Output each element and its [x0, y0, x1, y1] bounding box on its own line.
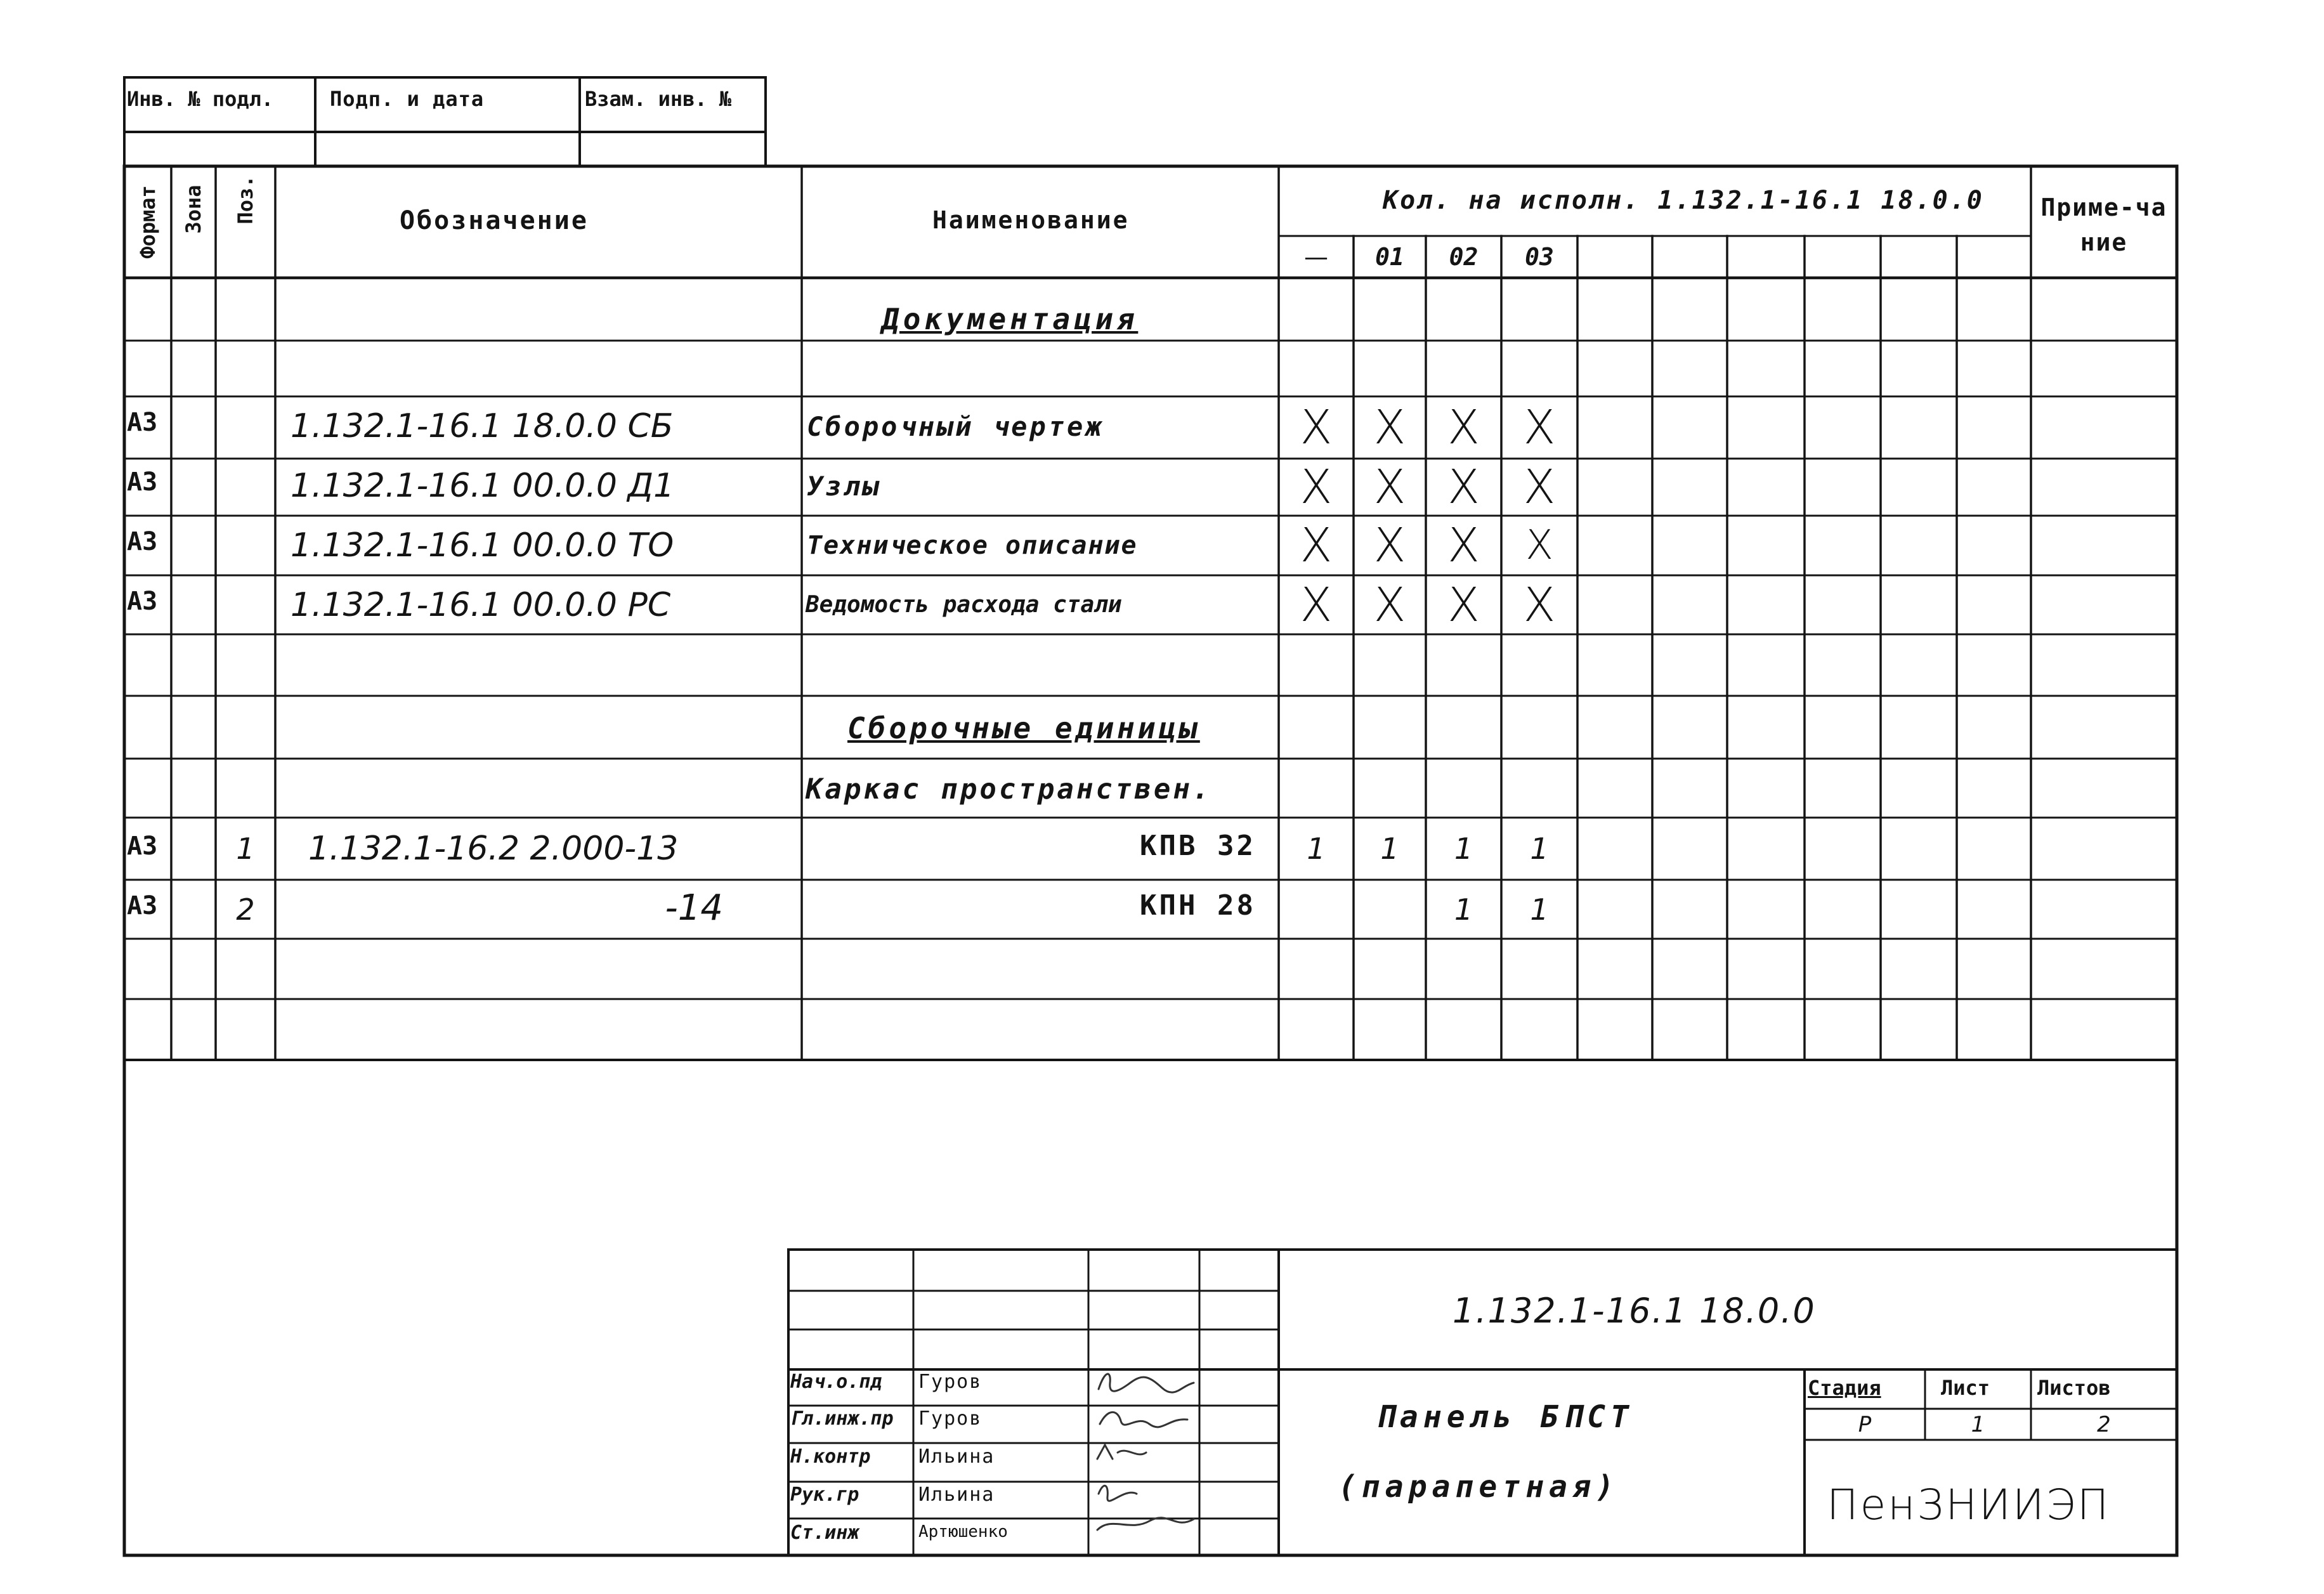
row-mark: X [1300, 400, 1333, 455]
staff-role: Нач.о.пд [790, 1371, 882, 1393]
row-mark: X [1373, 460, 1406, 514]
row-name: Ведомость расхода стали [806, 592, 1122, 618]
row-designation: 1.132.1-16.1 00.0.0 РС [290, 586, 671, 624]
row-mark: X [1373, 518, 1406, 573]
row-qty [1354, 880, 1426, 939]
row-qty: 1 [1454, 892, 1473, 927]
staff-role: Гл.инж.пр [790, 1408, 894, 1430]
row-position: 1 [236, 832, 255, 866]
row-mark: X [1523, 460, 1556, 514]
row-qty [1279, 880, 1354, 939]
row-mark: X [1373, 577, 1406, 632]
row-qty: 1 [1380, 832, 1399, 866]
row-format: А3 [127, 467, 158, 497]
header-note: Приме-чание [2040, 193, 2167, 257]
stamp-inv-number: Инв. № подл. [127, 87, 274, 111]
staff-name: Ильина [918, 1484, 995, 1506]
row-format: А3 [127, 832, 158, 861]
header-name: Наименование [932, 206, 1130, 234]
row-qty: 1 [1530, 892, 1549, 927]
variant-col-01: 01 [1375, 243, 1404, 271]
header-designation: Обозначение [400, 206, 589, 235]
staff-role: Н.контр [790, 1446, 871, 1468]
signature-mark [1092, 1364, 1200, 1554]
stage-label: Стадия [1808, 1376, 1881, 1400]
title-block-name-line1: Панель БПСТ [1376, 1399, 1634, 1435]
section-assembly-units: Сборочные единицы [847, 711, 1200, 745]
row-designation: 1.132.1-16.1 18.0.0 СБ [290, 407, 674, 445]
table-horizontals [124, 236, 2177, 1060]
section-frame: Каркас пространствен. [806, 773, 1212, 806]
header-zone: Зона [181, 185, 206, 234]
row-qty: 1 [1454, 832, 1473, 866]
row-mark: X [1300, 577, 1333, 632]
row-mark: X [1523, 577, 1556, 632]
row-format: А3 [127, 587, 158, 616]
header-position: Поз. [233, 175, 258, 225]
row-designation: 1.132.1-16.1 00.0.0 ТО [290, 526, 674, 565]
row-mark: X [1300, 460, 1333, 514]
variant-col-base: — [1304, 243, 1328, 271]
sheet-value: 1 [1971, 1411, 1985, 1437]
staff-role: Ст.инж [790, 1522, 859, 1544]
row-qty: 1 [1307, 832, 1326, 866]
stamp-sign-date: Подп. и дата [330, 87, 485, 111]
header-format: Формат [136, 185, 160, 259]
row-mark: X [1300, 518, 1333, 573]
row-mark: X [1523, 400, 1556, 455]
row-mark: X [1447, 518, 1480, 573]
header-qty-title: Кол. на исполн. 1.132.1-16.1 18.0.0 [1383, 186, 1984, 215]
organization-name: ПенЗНИИЭП [1827, 1480, 2111, 1529]
row-name: Техническое описание [807, 531, 1138, 560]
staff-name: Артюшенко [918, 1522, 1008, 1541]
sheets-value: 2 [2097, 1411, 2111, 1437]
row-format: А3 [127, 891, 158, 920]
variant-col-03: 03 [1525, 243, 1554, 271]
row-name: КПН 28 [1140, 889, 1256, 922]
staff-name: Гуров [918, 1408, 982, 1430]
row-qty: 1 [1530, 832, 1549, 866]
row-mark: X [1447, 400, 1480, 455]
row-designation: -14 [665, 887, 723, 929]
staff-name: Ильина [918, 1446, 995, 1468]
sheets-label: Листов [2037, 1376, 2111, 1400]
row-designation: 1.132.1-16.1 00.0.0 Д1 [290, 467, 675, 505]
stamp-replace-inv: Взам. инв. № [585, 87, 732, 111]
staff-role: Рук.гр [790, 1484, 859, 1506]
row-mark: X [1447, 460, 1480, 514]
staff-name: Гуров [918, 1371, 982, 1393]
row-mark: X [1447, 577, 1480, 632]
row-position: 2 [236, 892, 255, 927]
title-block-code: 1.132.1-16.1 18.0.0 [1452, 1291, 1816, 1331]
variant-col-02: 02 [1449, 243, 1479, 271]
row-designation: 1.132.1-16.2 2.000-13 [308, 830, 679, 868]
row-mark: X [1373, 400, 1406, 455]
row-format: А3 [127, 527, 158, 556]
row-name: КПВ 32 [1140, 830, 1256, 862]
title-block-name-line2: (парапетная) [1338, 1469, 1619, 1505]
row-format: А3 [127, 408, 158, 437]
row-mark: X [1525, 522, 1553, 569]
row-name: Узлы [807, 471, 882, 502]
sheet-label: Лист [1941, 1376, 1990, 1400]
section-documentation: Документация [882, 302, 1139, 336]
row-name: Сборочный чертеж [807, 411, 1104, 442]
stage-value: Р [1858, 1411, 1872, 1437]
